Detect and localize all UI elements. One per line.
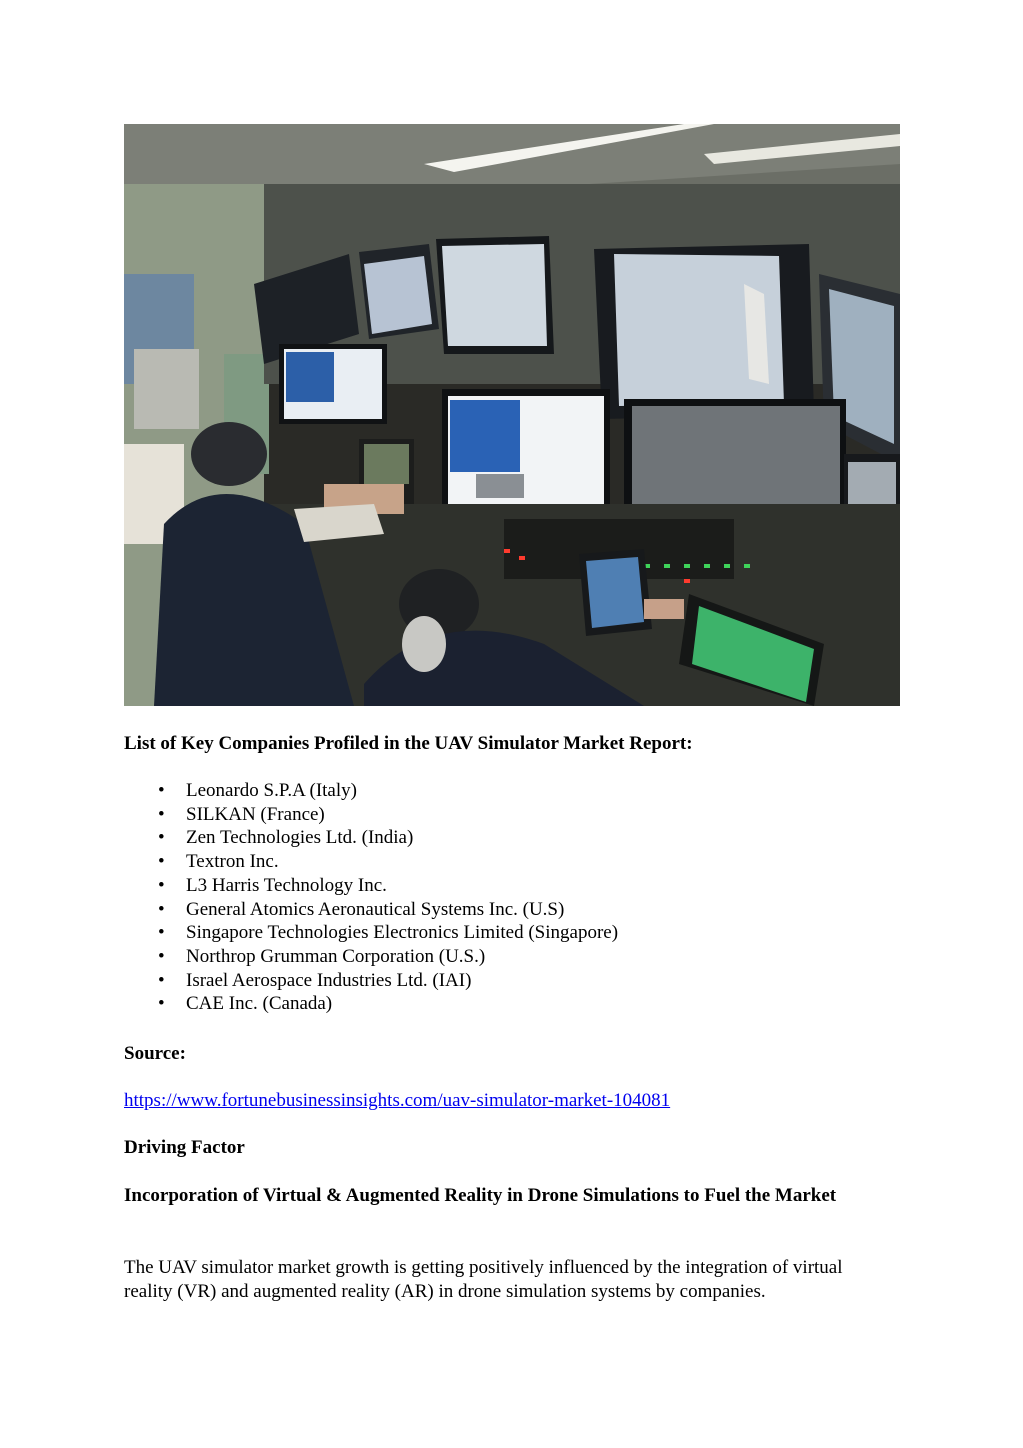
bullet-icon: • [158, 969, 165, 991]
company-name: CAE Inc. (Canada) [186, 993, 333, 1015]
company-name: General Atomics Aeronautical Systems Inc. (U.S) [186, 898, 565, 920]
company-name: Israel Aerospace Industries Ltd. (IAI) [186, 969, 472, 991]
bullet-icon: • [158, 780, 165, 801]
bullet-icon: • [158, 803, 165, 825]
companies-list [124, 779, 618, 1016]
company-name: Textron Inc. [186, 851, 279, 873]
bullet-icon: • [158, 922, 165, 944]
bullet-icon: • [158, 874, 165, 896]
bullet-icon: • [158, 993, 165, 1015]
list-item [124, 850, 618, 874]
control-room-photo [124, 124, 900, 706]
source-label: Source: [124, 1043, 186, 1064]
list-item [124, 992, 618, 1016]
bullet-icon: • [158, 898, 165, 920]
source-link[interactable]: https://www.fortunebusinessinsights.com/uav-simulator-market-104081 [124, 1090, 671, 1111]
companies-heading: List of Key Companies Profiled in the UAV Simulator Market Report: [124, 733, 693, 754]
list-item [124, 969, 618, 993]
bullet-icon: • [158, 945, 165, 967]
list-item [124, 874, 618, 898]
control-room-illustration [124, 124, 900, 706]
driving-factor-heading: Driving Factor [124, 1137, 245, 1158]
list-item [124, 945, 618, 969]
section-heading: Incorporation of Virtual & Augmented Reality in Drone Simulations to Fuel the Market [124, 1185, 837, 1206]
company-name: Northrop Grumman Corporation (U.S.) [186, 945, 486, 967]
body-paragraph: The UAV simulator market growth is getting positively influenced by the integration of virtual reality (VR) and augmented reality (AR) in drone simulation systems by companies. [124, 1257, 843, 1302]
company-name: Singapore Technologies Electronics Limited (Singapore) [186, 922, 619, 944]
company-name: L3 Harris Technology Inc. [186, 874, 387, 896]
company-name: Zen Technologies Ltd. (India) [186, 827, 414, 849]
list-item [124, 898, 618, 922]
list-item [124, 921, 618, 945]
company-name: SILKAN (France) [186, 803, 325, 825]
list-item [124, 826, 618, 850]
list-item [124, 803, 618, 827]
company-name: Leonardo S.P.A (Italy) [186, 780, 357, 801]
list-item [124, 779, 618, 803]
bullet-icon: • [158, 827, 165, 849]
bullet-icon: • [158, 851, 165, 873]
